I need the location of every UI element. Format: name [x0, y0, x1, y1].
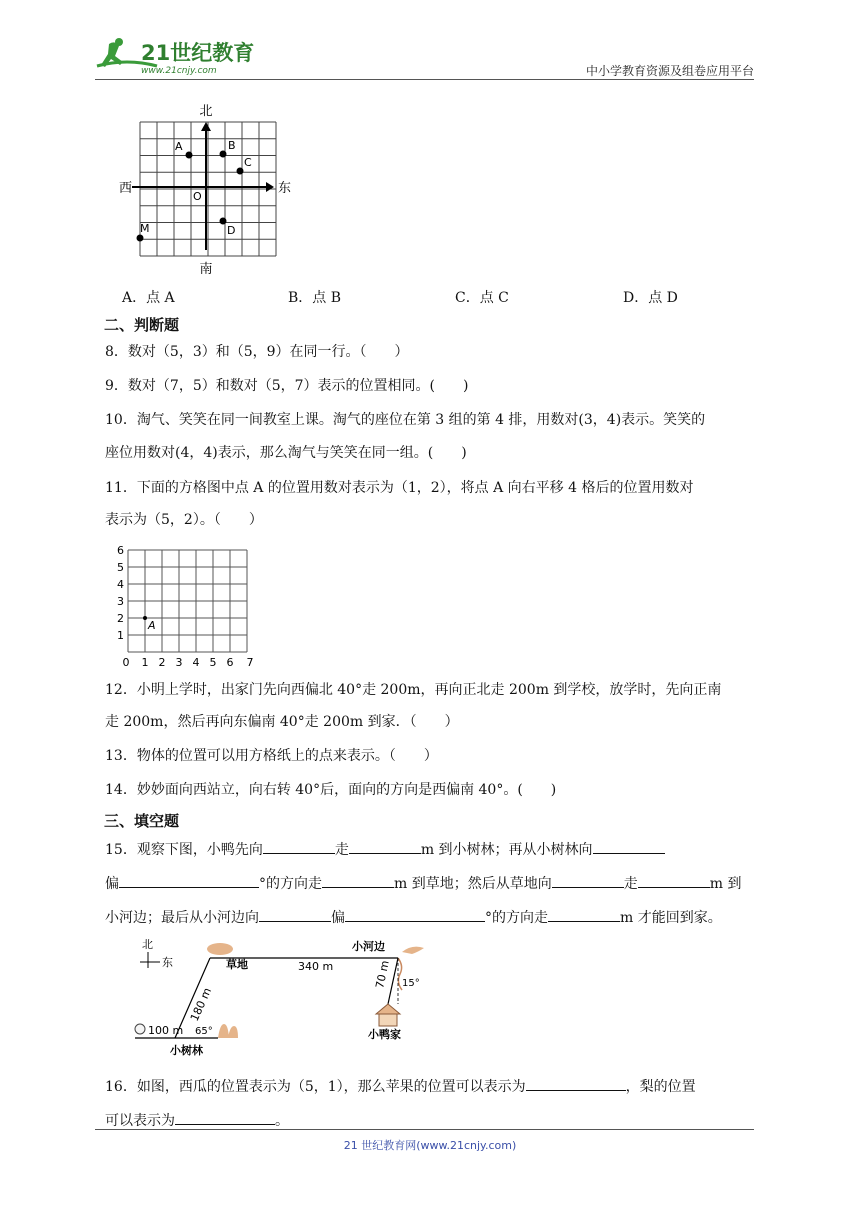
question-11-line1: 11．下面的方格图中点 A 的位置用数对表示为（1，2），将点 A 向右平移 4 格后的位置用数对 — [105, 480, 694, 496]
distance-70: 70 m — [373, 959, 392, 990]
coordinate-grid-figure — [110, 540, 270, 670]
platform-label: 中小学教育资源及组卷应用平台 — [585, 64, 754, 78]
x-tick: 5 — [209, 656, 217, 669]
point-b — [220, 151, 227, 158]
distance-100: 100 m — [148, 1024, 184, 1037]
origin-label: O — [193, 190, 202, 203]
blank-field[interactable] — [638, 872, 710, 888]
question-16-line1 — [105, 1075, 696, 1097]
point-a — [186, 152, 193, 159]
point-m — [137, 235, 144, 242]
q15-text: 偏 — [105, 876, 119, 892]
blank-field[interactable] — [345, 906, 485, 922]
east-arrow-icon — [266, 182, 274, 192]
question-9: 9．数对（7，5）和数对（5，7）表示的位置相同。( ) — [105, 378, 469, 394]
question-8: 8．数对（5，3）和（5，9）在同一行。（ ） — [105, 344, 409, 360]
west-label: 西 — [119, 181, 133, 196]
duck-icon — [135, 1024, 145, 1034]
blank-field[interactable] — [263, 838, 335, 854]
point-b-label: B — [228, 139, 236, 152]
y-tick: 3 — [117, 595, 124, 608]
point-m-label: M — [140, 222, 150, 235]
question-14: 14．妙妙面向西站立，向右转 40°后，面向的方向是西偏南 40°。( ) — [105, 782, 557, 798]
logo-url: www.21cnjy.com — [141, 66, 217, 76]
question-10-line2: 座位用数对(4，4)表示，那么淘气与笑笑在同一组。( ) — [105, 445, 467, 461]
footer-divider — [95, 1129, 754, 1130]
point-d — [220, 218, 227, 225]
q15-text: m 才能回到家。 — [620, 910, 722, 926]
y-tick: 6 — [117, 544, 124, 557]
home-icon — [376, 1004, 400, 1014]
blank-field[interactable] — [593, 838, 665, 854]
q16-text: ，梨的位置 — [625, 1079, 696, 1095]
option-a[interactable]: A．点 A — [122, 290, 175, 306]
blank-field[interactable] — [119, 872, 259, 888]
river-icon — [402, 947, 424, 954]
compass-east-label: 东 — [162, 956, 173, 969]
x-tick: 6 — [226, 656, 234, 669]
option-d[interactable]: D．点 D — [623, 290, 678, 306]
x-tick: 3 — [175, 656, 183, 669]
woods-label: 小树林 — [170, 1044, 203, 1057]
grid-point-a — [143, 616, 147, 620]
duck-route-figure — [130, 934, 450, 1060]
q15-text: m 到 — [709, 876, 742, 892]
blank-field[interactable] — [526, 1075, 626, 1091]
question-13: 13．物体的位置可以用方格纸上的点来表示。（ ） — [105, 748, 438, 764]
x-tick: 2 — [158, 656, 166, 669]
option-c[interactable]: C．点 C — [455, 290, 509, 306]
woods-icon — [218, 1024, 238, 1038]
direction-grid-figure — [110, 100, 300, 278]
y-tick: 4 — [117, 578, 124, 591]
question-15-line1 — [105, 838, 665, 860]
south-label: 南 — [199, 262, 213, 277]
angle-15: 15° — [402, 978, 420, 989]
angle-65: 65° — [195, 1026, 213, 1037]
blank-field[interactable] — [349, 838, 421, 854]
question-16-line2 — [105, 1109, 289, 1131]
x-tick: 1 — [141, 656, 149, 669]
y-tick: 5 — [117, 561, 124, 574]
home-label: 小鸭家 — [368, 1028, 401, 1041]
question-11-line2: 表示为（5，2）。（ ） — [105, 512, 263, 528]
q16-text: 。 — [275, 1113, 289, 1129]
q16-text: 16．如图，西瓜的位置表示为（5，1），那么苹果的位置可以表示为 — [105, 1079, 526, 1095]
q15-text: °的方向走 — [259, 876, 322, 892]
option-b[interactable]: B．点 B — [288, 290, 342, 306]
question-12-line2: 走 200m，然后再向东偏南 40°走 200m 到家．（ ） — [105, 714, 459, 730]
q16-text: 可以表示为 — [105, 1113, 175, 1129]
question-12-line1: 12．小明上学时，出家门先向西偏北 40°走 200m，再向正北走 200m 到学校，放学时，先向正南 — [105, 682, 722, 698]
q15-text: 走 — [334, 842, 349, 858]
section-fill-title: 三、填空题 — [104, 812, 180, 830]
y-tick: 2 — [117, 612, 124, 625]
distance-180: 180 m — [187, 985, 215, 1024]
x-tick: 7 — [246, 656, 254, 669]
blank-field[interactable] — [552, 872, 624, 888]
q15-text: m 到草地；然后从草地向 — [394, 876, 552, 892]
grid-point-a-label: A — [148, 619, 156, 632]
east-label: 东 — [278, 181, 292, 196]
header-divider — [95, 79, 754, 80]
q15-text: 15．观察下图，小鸭先向 — [105, 842, 263, 858]
q15-text: 走 — [623, 876, 638, 892]
north-label: 北 — [199, 104, 213, 119]
y-tick: 1 — [117, 629, 124, 642]
x-tick: 4 — [192, 656, 200, 669]
question-15-line3 — [105, 906, 722, 928]
section-judgment-title: 二、判断题 — [104, 316, 180, 334]
blank-field[interactable] — [548, 906, 620, 922]
point-c-label: C — [244, 156, 252, 169]
grass-label: 草地 — [226, 958, 248, 971]
grass-icon — [207, 943, 233, 955]
q15-text: m 到小树林；再从小树林向 — [420, 842, 593, 858]
footer-text: 21 世纪教育网(www.21cnjy.com) — [343, 1139, 517, 1152]
question-15-line2 — [105, 872, 741, 894]
blank-field[interactable] — [322, 872, 394, 888]
q15-text: 偏 — [331, 910, 345, 926]
point-d-label: D — [227, 224, 236, 237]
point-c — [237, 168, 244, 175]
compass-north-label: 北 — [142, 938, 153, 951]
logo-text: 21世纪教育 — [141, 41, 255, 65]
north-arrow-icon — [201, 122, 211, 131]
question-10-line1: 10．淘气、笑笑在同一间教室上课。淘气的座位在第 3 组的第 4 排，用数对(3，4)表示。笑笑的 — [105, 412, 706, 428]
site-logo — [95, 36, 260, 80]
point-a-label: A — [175, 140, 183, 153]
distance-340: 340 m — [298, 960, 334, 973]
q15-text: 小河边；最后从小河边向 — [105, 910, 259, 926]
q15-text: °的方向走 — [485, 910, 548, 926]
blank-field[interactable] — [259, 906, 331, 922]
x-tick: 0 — [122, 656, 130, 669]
blank-field[interactable] — [175, 1109, 275, 1125]
river-label: 小河边 — [352, 940, 385, 953]
